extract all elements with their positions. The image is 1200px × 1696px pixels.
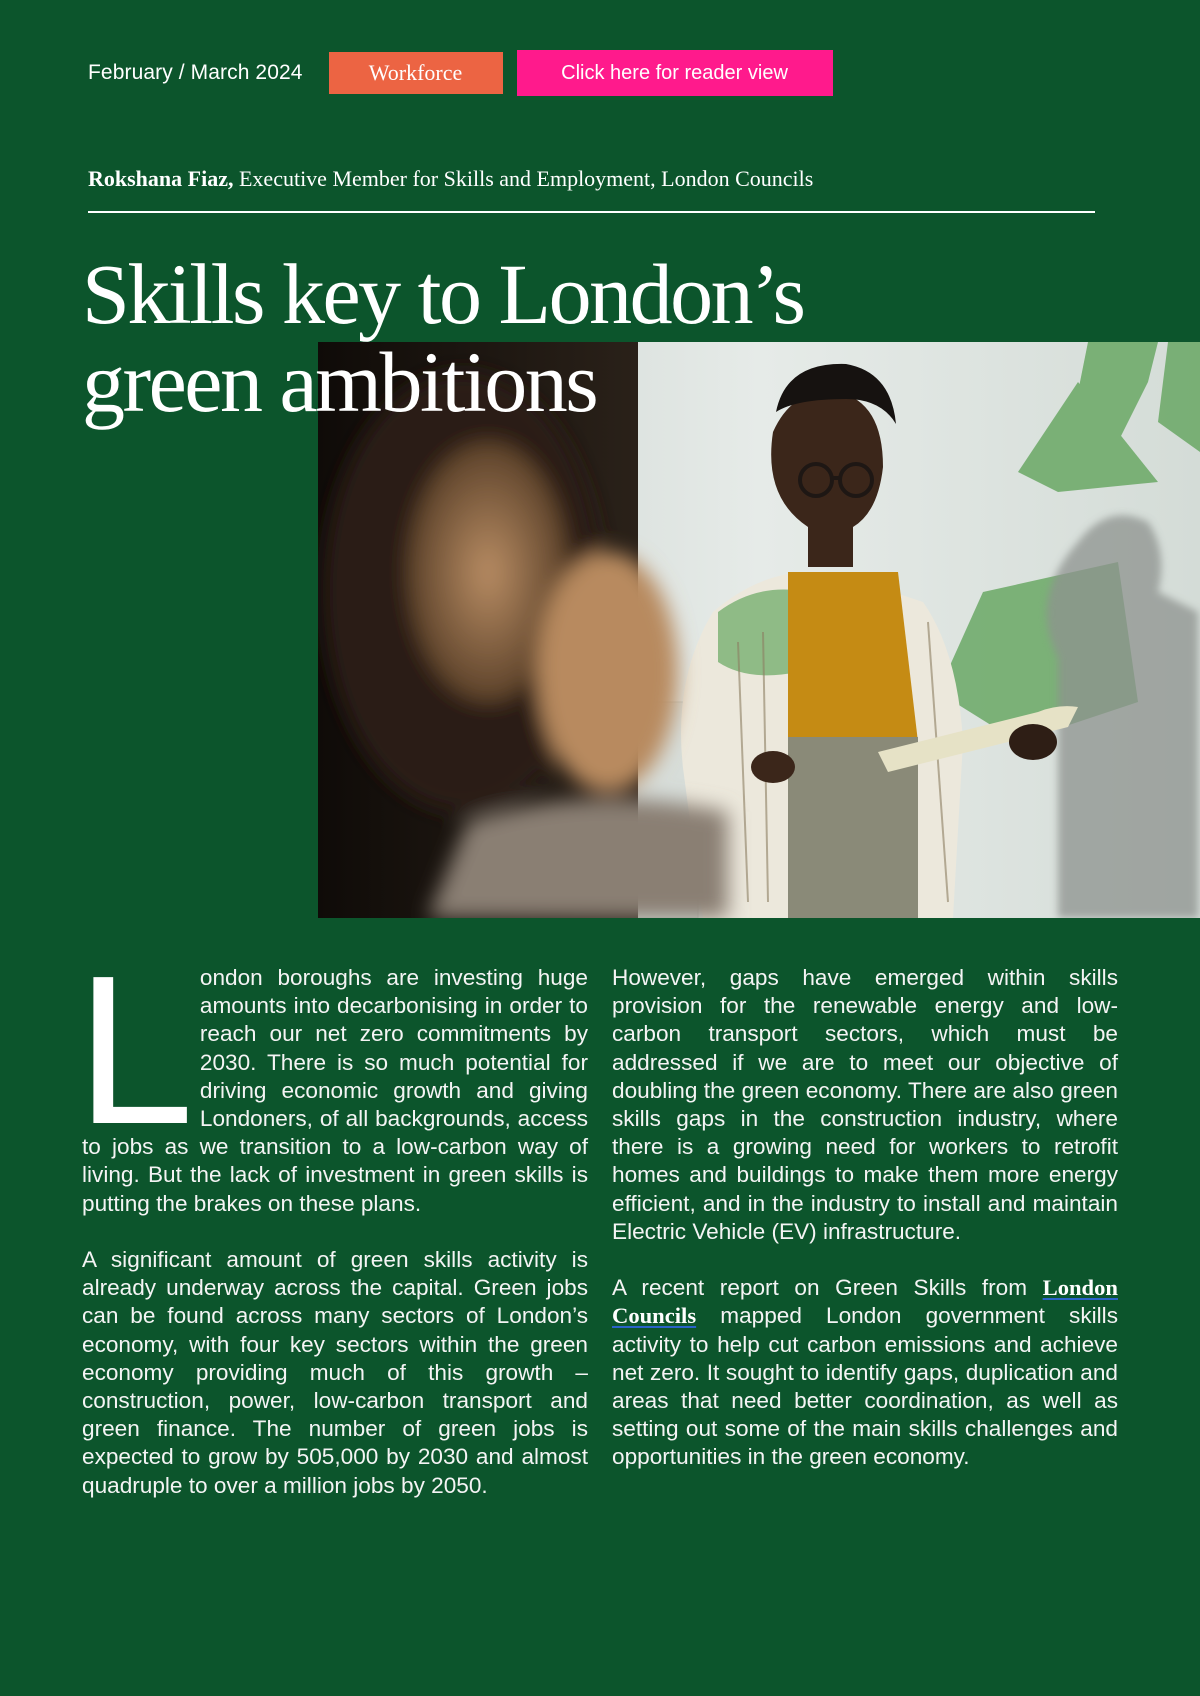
paragraph-2: A significant amount of green skills activity is already underway across the capital. Green jobs can be found across many sectors of London’s economy, with four key sectors within the green economy providing much of this growth – construction, power, low-carbon transport and green finance. The number of green jobs is expected to grow by 505,000 by 2030 and almost quadruple to over a million jobs by 2050. (82, 1247, 588, 1498)
paragraph-3: However, gaps have emerged within skills provision for the renewable energy and low-carbon transport sectors, which must be addressed if we are to meet our objective of doubling the green economy. There are also green skills gaps in the construction industry, where there is a growing need for workers to retrofit homes and buildings to make them more energy efficient, and in the industry to install and maintain Electric Vehicle (EV) infrastructure. (612, 965, 1118, 1244)
byline (88, 166, 813, 192)
author-role: Executive Member for Skills and Employment, London Councils (233, 166, 814, 191)
reader-view-button[interactable]: Click here for reader view (517, 50, 833, 96)
paragraph-4-start: A recent report on Green Skills from (612, 1275, 1043, 1301)
top-bar (88, 50, 833, 96)
section-tag[interactable]: Workforce (329, 52, 503, 94)
london-councils-link[interactable]: London Councils (612, 1275, 1118, 1329)
paragraph-4 (612, 1274, 1118, 1471)
article-column-right (612, 964, 1118, 1528)
article-headline (82, 246, 804, 430)
article-body (76, 931, 1118, 1528)
divider (88, 211, 1095, 213)
article-column-left (76, 931, 588, 1528)
author-name: Rokshana Fiaz, (88, 166, 234, 191)
paragraph-1-text: ondon boroughs are investing huge amounts into decarbonising in order to reach our net zero commitments by 2030. There is so much potential for driving economic growth and giving Londoners, of all backgrounds, access to jobs as we transition to a low-carbon way of living. But the lack of investment in green skills is putting the brakes on these plans. (82, 965, 588, 1216)
headline-line-2: green ambitions (82, 334, 597, 430)
issue-date: February / March 2024 (88, 61, 303, 84)
paragraph-1 (76, 931, 588, 1218)
drop-cap: L (76, 931, 194, 1168)
paragraph-4-end: mapped London government skills activity to help cut carbon emissions and achieve net zero. It sought to identify gaps, duplication and areas that need better coordination, as well as setting out some of the main skills challenges and opportunities in the green economy. (612, 1303, 1118, 1470)
headline-line-1: Skills key to London’s (82, 246, 804, 342)
